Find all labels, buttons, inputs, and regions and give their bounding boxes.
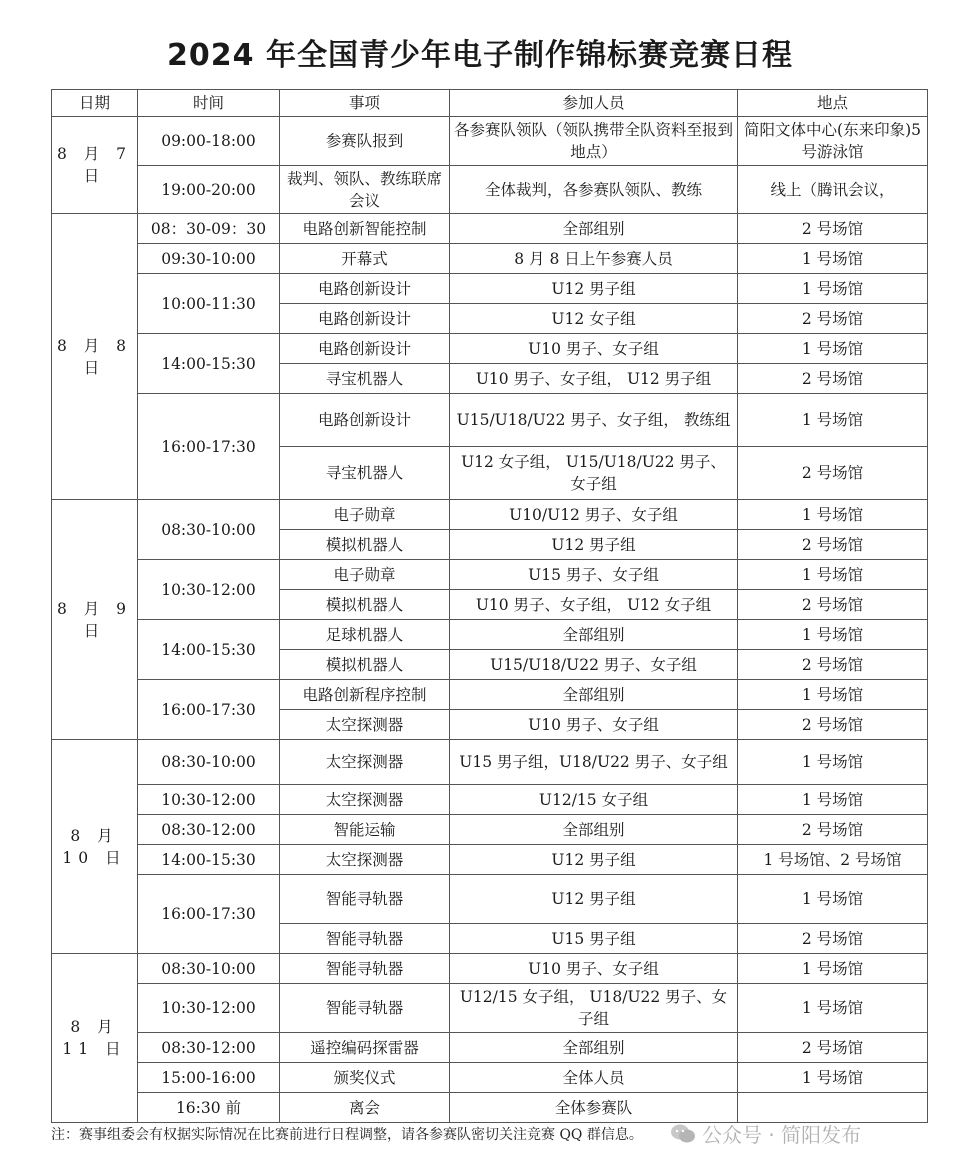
time-cell: 16:00-17:30	[138, 394, 280, 500]
event-cell: 裁判、领队、教练联席会议	[280, 166, 450, 214]
event-cell: 太空探测器	[280, 740, 450, 785]
event-cell: 模拟机器人	[280, 590, 450, 620]
event-cell: 智能寻轨器	[280, 984, 450, 1033]
participants-cell: U10 男子、女子组	[450, 954, 738, 984]
time-cell: 14:00-15:30	[138, 620, 280, 680]
venue-cell: 简阳文体中心(东来印象)5号游泳馆	[738, 117, 928, 166]
time-cell: 08:30-12:00	[138, 815, 280, 845]
participants-cell: 全体人员	[450, 1063, 738, 1093]
event-cell: 电路创新设计	[280, 394, 450, 447]
table-row	[52, 560, 928, 590]
table-header-row	[52, 90, 928, 117]
event-cell: 寻宝机器人	[280, 447, 450, 500]
time-cell: 09:00-18:00	[138, 117, 280, 166]
venue-cell: 2 号场馆	[738, 530, 928, 560]
participants-cell: U10 男子、女子组， U12 男子组	[450, 364, 738, 394]
event-cell: 足球机器人	[280, 620, 450, 650]
time-cell: 14:00-15:30	[138, 334, 280, 394]
table-row	[52, 166, 928, 214]
date-cell: 8 月 9 日	[52, 500, 138, 740]
time-cell: 10:30-12:00	[138, 560, 280, 620]
time-cell: 10:30-12:00	[138, 785, 280, 815]
participants-cell: U15 男子组	[450, 924, 738, 954]
table-row	[52, 845, 928, 875]
event-cell: 开幕式	[280, 244, 450, 274]
table-row	[52, 244, 928, 274]
venue-cell: 1 号场馆	[738, 560, 928, 590]
venue-cell: 2 号场馆	[738, 815, 928, 845]
venue-cell: 1 号场馆	[738, 620, 928, 650]
participants-cell: U10 男子、女子组	[450, 334, 738, 364]
venue-cell: 1 号场馆	[738, 274, 928, 304]
venue-cell: 2 号场馆	[738, 304, 928, 334]
participants-cell: U15 男子组，U18/U22 男子、女子组	[450, 740, 738, 785]
schedule-table	[51, 89, 928, 1123]
date-cell: 8 月 10 日	[52, 740, 138, 954]
venue-cell: 1 号场馆	[738, 244, 928, 274]
table-row	[52, 954, 928, 984]
participants-cell: U12 男子组	[450, 875, 738, 924]
participants-cell: 全体参赛队	[450, 1093, 738, 1123]
participants-cell: U10 男子、女子组， U12 女子组	[450, 590, 738, 620]
time-cell: 15:00-16:00	[138, 1063, 280, 1093]
time-cell: 19:00-20:00	[138, 166, 280, 214]
header-venue: 地点	[738, 90, 928, 117]
venue-cell: 2 号场馆	[738, 364, 928, 394]
venue-cell: 线上（腾讯会议，	[738, 166, 928, 214]
participants-cell: U10/U12 男子、女子组	[450, 500, 738, 530]
event-cell: 颁奖仪式	[280, 1063, 450, 1093]
watermark-text: 公众号 · 简阳发布	[702, 1123, 862, 1147]
participants-cell: 各参赛队领队（领队携带全队资料至报到地点）	[450, 117, 738, 166]
venue-cell: 2 号场馆	[738, 447, 928, 500]
venue-cell: 1 号场馆	[738, 740, 928, 785]
time-cell: 08:30-10:00	[138, 954, 280, 984]
venue-cell	[738, 1093, 928, 1123]
table-row	[52, 334, 928, 364]
venue-cell: 1 号场馆	[738, 500, 928, 530]
table-row	[52, 680, 928, 710]
participants-cell: 全部组别	[450, 620, 738, 650]
time-cell: 08：30-09：30	[138, 214, 280, 244]
header-time: 时间	[138, 90, 280, 117]
event-cell: 太空探测器	[280, 785, 450, 815]
participants-cell: U12/15 女子组， U18/U22 男子、女子组	[450, 984, 738, 1033]
event-cell: 遥控编码探雷器	[280, 1033, 450, 1063]
venue-cell: 2 号场馆	[738, 650, 928, 680]
table-row	[52, 394, 928, 447]
participants-cell: U12 男子组	[450, 274, 738, 304]
event-cell: 电路创新设计	[280, 274, 450, 304]
time-cell: 16:30 前	[138, 1093, 280, 1123]
event-cell: 智能寻轨器	[280, 875, 450, 924]
event-cell: 模拟机器人	[280, 530, 450, 560]
table-row	[52, 620, 928, 650]
event-cell: 电路创新设计	[280, 334, 450, 364]
date-cell: 8 月 7 日	[52, 117, 138, 214]
event-cell: 电路创新设计	[280, 304, 450, 334]
time-cell: 10:00-11:30	[138, 274, 280, 334]
time-cell: 08:30-12:00	[138, 1033, 280, 1063]
table-row	[52, 1063, 928, 1093]
participants-cell: U12 男子组	[450, 530, 738, 560]
time-cell: 10:30-12:00	[138, 984, 280, 1033]
participants-cell: U12 女子组， U15/U18/U22 男子、女子组	[450, 447, 738, 500]
participants-cell: U15/U18/U22 男子、女子组， 教练组	[450, 394, 738, 447]
venue-cell: 1 号场馆	[738, 954, 928, 984]
venue-cell: 1 号场馆	[738, 875, 928, 924]
table-row	[52, 214, 928, 244]
venue-cell: 1 号场馆	[738, 1063, 928, 1093]
page-title: 2024 年全国青少年电子制作锦标赛竞赛日程	[167, 38, 793, 73]
header-event: 事项	[280, 90, 450, 117]
table-row	[52, 117, 928, 166]
date-cell: 8 月 8 日	[52, 214, 138, 500]
date-cell: 8 月 11 日	[52, 954, 138, 1123]
table-row	[52, 875, 928, 924]
event-cell: 寻宝机器人	[280, 364, 450, 394]
event-cell: 电子勋章	[280, 500, 450, 530]
table-row	[52, 274, 928, 304]
event-cell: 太空探测器	[280, 710, 450, 740]
participants-cell: U12/15 女子组	[450, 785, 738, 815]
table-row	[52, 785, 928, 815]
participants-cell: 全部组别	[450, 1033, 738, 1063]
venue-cell: 1 号场馆、2 号场馆	[738, 845, 928, 875]
event-cell: 模拟机器人	[280, 650, 450, 680]
time-cell: 16:00-17:30	[138, 680, 280, 740]
venue-cell: 1 号场馆	[738, 785, 928, 815]
header-participants: 参加人员	[450, 90, 738, 117]
venue-cell: 1 号场馆	[738, 680, 928, 710]
event-cell: 参赛队报到	[280, 117, 450, 166]
venue-cell: 2 号场馆	[738, 924, 928, 954]
footnote: 注：赛事组委会有权据实际情况在比赛前进行日程调整，请各参赛队密切关注竞赛 QQ 群信息。	[51, 1127, 643, 1143]
participants-cell: U12 男子组	[450, 845, 738, 875]
watermark	[670, 1119, 861, 1150]
venue-cell: 1 号场馆	[738, 984, 928, 1033]
participants-cell: U12 女子组	[450, 304, 738, 334]
header-date: 日期	[52, 90, 138, 117]
event-cell: 太空探测器	[280, 845, 450, 875]
table-row	[52, 740, 928, 785]
time-cell: 08:30-10:00	[138, 500, 280, 560]
event-cell: 电路创新智能控制	[280, 214, 450, 244]
event-cell: 离会	[280, 1093, 450, 1123]
table-row	[52, 815, 928, 845]
venue-cell: 2 号场馆	[738, 590, 928, 620]
time-cell: 14:00-15:30	[138, 845, 280, 875]
table-row	[52, 984, 928, 1033]
time-cell: 08:30-10:00	[138, 740, 280, 785]
table-row	[52, 500, 928, 530]
event-cell: 智能运输	[280, 815, 450, 845]
wechat-icon	[670, 1123, 696, 1150]
participants-cell: 全体裁判，各参赛队领队、教练	[450, 166, 738, 214]
participants-cell: U15/U18/U22 男子、女子组	[450, 650, 738, 680]
venue-cell: 2 号场馆	[738, 214, 928, 244]
participants-cell: 8 月 8 日上午参赛人员	[450, 244, 738, 274]
venue-cell: 2 号场馆	[738, 710, 928, 740]
venue-cell: 1 号场馆	[738, 334, 928, 364]
table-row	[52, 1033, 928, 1063]
participants-cell: 全部组别	[450, 815, 738, 845]
participants-cell: 全部组别	[450, 214, 738, 244]
event-cell: 智能寻轨器	[280, 924, 450, 954]
participants-cell: 全部组别	[450, 680, 738, 710]
participants-cell: U10 男子、女子组	[450, 710, 738, 740]
time-cell: 16:00-17:30	[138, 875, 280, 954]
event-cell: 电路创新程序控制	[280, 680, 450, 710]
venue-cell: 1 号场馆	[738, 394, 928, 447]
event-cell: 智能寻轨器	[280, 954, 450, 984]
table-row	[52, 1093, 928, 1123]
participants-cell: U15 男子、女子组	[450, 560, 738, 590]
venue-cell: 2 号场馆	[738, 1033, 928, 1063]
event-cell: 电子勋章	[280, 560, 450, 590]
time-cell: 09:30-10:00	[138, 244, 280, 274]
